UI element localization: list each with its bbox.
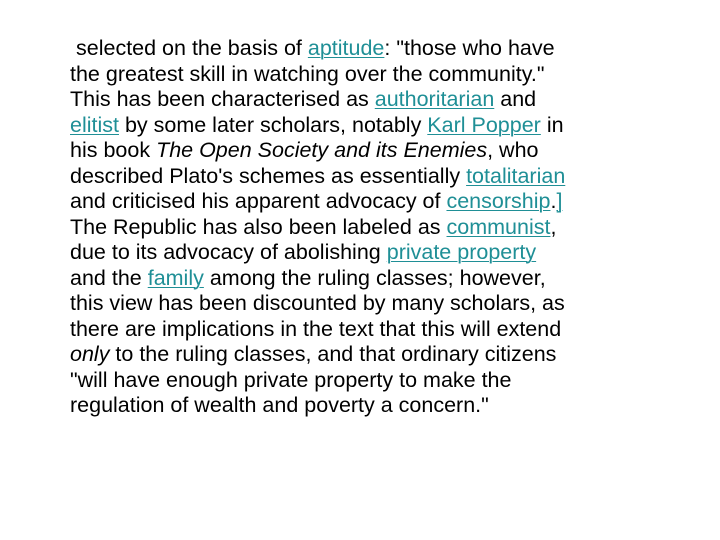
- text-span: "will have enough private property to make the: [70, 367, 512, 392]
- text-line: [70, 240, 680, 266]
- hyperlink[interactable]: ]: [556, 189, 563, 213]
- text-span: The Republic has also been labeled as: [70, 214, 447, 239]
- text-line: [70, 266, 680, 292]
- hyperlink[interactable]: aptitude: [307, 36, 385, 60]
- text-span: this view has been discounted by many scholars, as: [70, 291, 565, 315]
- text-line: [70, 317, 680, 343]
- text-span: by some later scholars, notably: [118, 112, 428, 137]
- text-span: and criticised his apparent advocacy of: [70, 189, 447, 213]
- text-span: regulation of wealth and poverty a concern.": [70, 393, 489, 417]
- hyperlink[interactable]: totalitarian: [466, 163, 566, 188]
- hyperlink[interactable]: private property: [386, 240, 537, 264]
- italic-text: The Open Society and its Enemies: [156, 138, 488, 162]
- text-span: there are implications in the text that this will extend: [70, 316, 562, 341]
- body-paragraph: [70, 36, 680, 419]
- hyperlink[interactable]: elitist: [70, 112, 119, 137]
- text-span: : "those who have: [384, 36, 555, 60]
- italic-text: only: [70, 342, 110, 366]
- text-span: and the: [70, 265, 148, 290]
- text-span: due to its advocacy of abolishing: [70, 240, 387, 264]
- text-span: to the ruling classes, and that ordinary citizens: [109, 342, 557, 366]
- text-line: [70, 164, 680, 190]
- hyperlink[interactable]: communist: [446, 214, 551, 239]
- text-span: and: [494, 87, 537, 111]
- text-span: ,: [550, 214, 557, 239]
- text-span: , who: [487, 138, 539, 162]
- text-line: [70, 36, 680, 62]
- text-span: .: [550, 189, 557, 213]
- text-line: [70, 342, 680, 368]
- hyperlink[interactable]: authoritarian: [374, 87, 495, 111]
- text-span: selected on the basis of: [76, 36, 308, 60]
- text-span: among the ruling classes; however,: [203, 265, 546, 290]
- text-line: [70, 393, 680, 419]
- hyperlink[interactable]: family: [147, 265, 204, 290]
- text-line: [70, 87, 680, 113]
- text-line: [70, 189, 680, 215]
- hyperlink[interactable]: censorship: [446, 189, 551, 213]
- text-line: [70, 215, 680, 241]
- text-line: [70, 368, 680, 394]
- text-line: [70, 113, 680, 139]
- text-line: [70, 291, 680, 317]
- hyperlink[interactable]: Karl Popper: [427, 112, 541, 137]
- text-span: This has been characterised as: [70, 87, 375, 111]
- text-span: described Plato's schemes as essentially: [70, 163, 467, 188]
- text-line: [70, 62, 680, 88]
- text-span: his book: [70, 138, 157, 162]
- text-line: [70, 138, 680, 164]
- text-span: in: [540, 112, 564, 137]
- text-span: the greatest skill in watching over the community.": [70, 61, 545, 86]
